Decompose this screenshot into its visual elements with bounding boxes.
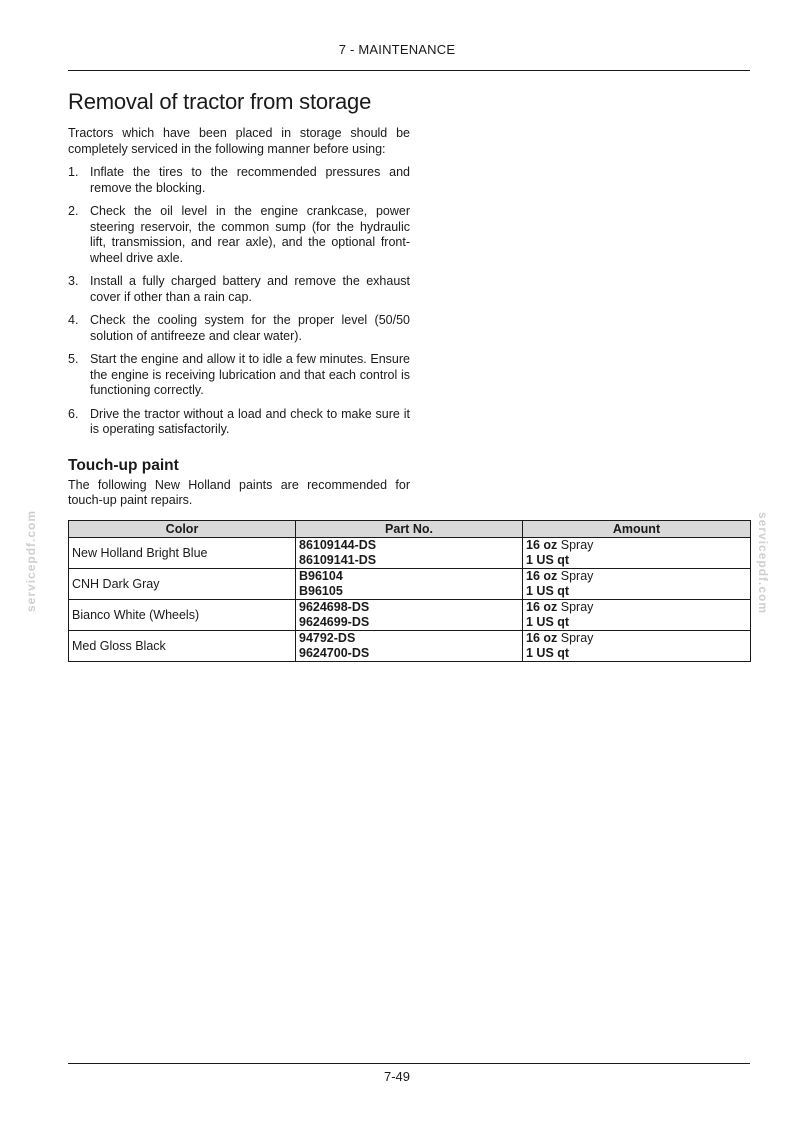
step-text: Install a fully charged battery and remove the exhaust cover if other than a rain cap. [90,274,410,304]
storage-steps [68,165,410,438]
step-text: Start the engine and allow it to idle a few minutes. Ensure the engine is receiving lubrication and that each control is functioning correctly. [90,352,410,397]
amount-cell [523,538,751,569]
amount-qty: 16 oz [526,631,558,645]
step-number: 5. [68,352,79,366]
part-number: 9624699-DS [299,615,370,629]
part-number: 9624698-DS [299,600,370,614]
step-item [68,204,410,266]
touchup-intro: The following New Holland paints are recommended for touch-up paint repairs. [68,477,410,507]
part-number: B96105 [299,584,343,598]
step-item [68,407,410,438]
part-number: 9624700-DS [299,646,370,660]
amount-unit: Spray [557,569,594,583]
step-number: 4. [68,313,79,327]
page-number: 7-49 [383,1069,411,1084]
amount-qty: 1 US qt [526,584,570,598]
color-cell: New Holland Bright Blue [69,538,296,569]
amount-unit: Spray [557,600,594,614]
part-number: 86109141-DS [299,553,377,567]
table-row [69,631,751,662]
step-number: 1. [68,165,79,179]
storage-title: Removal of tractor from storage [68,89,372,114]
amount-qty: 1 US qt [526,553,570,567]
part-cell [296,569,523,600]
header-rule [68,70,750,71]
amount-qty: 1 US qt [526,615,570,629]
amount-qty: 16 oz [526,538,558,552]
part-number: B96104 [299,569,343,583]
step-text: Check the cooling system for the proper level (50/50 solution of antifreeze and clear water). [90,313,410,343]
section-header: 7 - MAINTENANCE [338,42,456,57]
touchup-title: Touch-up paint [68,456,179,474]
amount-cell [523,600,751,631]
part-column-header: Part No. [296,521,523,538]
step-text: Check the oil level in the engine crankcase, power steering reservoir, the common sump (for the hydraulic lift, transmission, and rear axle), and the optional front-wheel drive axle. [90,204,410,265]
step-item [68,274,410,305]
table-row [69,538,751,569]
amount-cell [523,569,751,600]
step-number: 3. [68,274,79,288]
step-number: 2. [68,204,79,218]
table-header-row [69,521,751,538]
step-text: Drive the tractor without a load and check to make sure it is operating satisfactorily. [90,406,410,436]
color-column-header: Color [69,521,296,538]
amount-unit: Spray [557,538,594,552]
color-cell: CNH Dark Gray [69,569,296,600]
amount-cell [523,631,751,662]
step-number: 6. [68,406,79,421]
part-number: 86109144-DS [299,538,377,552]
step-item [68,352,410,399]
part-cell [296,631,523,662]
step-item [68,313,410,344]
watermark-right: servicepdf.com [756,512,770,615]
storage-intro: Tractors which have been placed in storage should be completely serviced in the following manner before using: [68,126,410,156]
amount-qty: 1 US qt [526,646,570,660]
watermark-left: servicepdf.com [24,509,38,612]
main-column [68,88,410,509]
step-item [68,165,410,196]
amount-qty: 16 oz [526,569,558,583]
step-text: Inflate the tires to the recommended pressures and remove the blocking. [90,165,410,195]
paint-table [68,520,751,662]
part-cell [296,600,523,631]
amount-unit: Spray [557,631,594,645]
footer-rule [68,1063,750,1064]
amount-qty: 16 oz [526,600,558,614]
table-row [69,600,751,631]
color-cell: Bianco White (Wheels) [69,600,296,631]
amount-column-header: Amount [523,521,751,538]
color-cell: Med Gloss Black [69,631,296,662]
table-row [69,569,751,600]
part-cell [296,538,523,569]
part-number: 94792-DS [299,631,356,645]
